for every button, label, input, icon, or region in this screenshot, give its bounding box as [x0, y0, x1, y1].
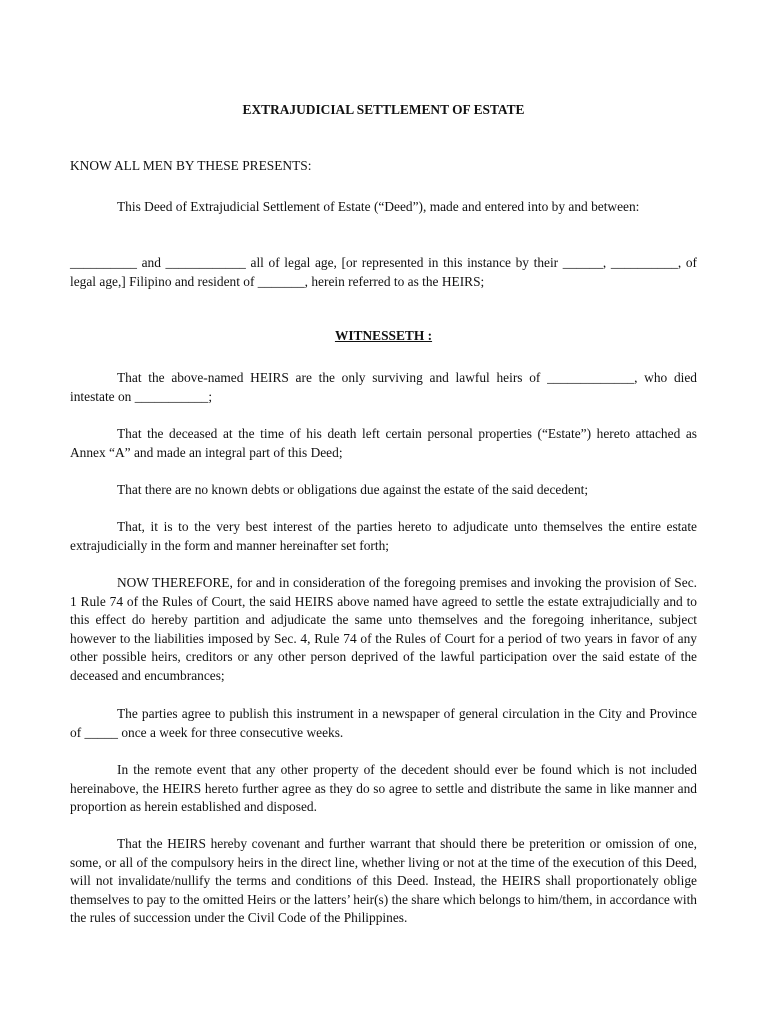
- parties-paragraph: __________ and ____________ all of legal age, [or represented in this instance by their ______, __________, of legal age,] Filipino and resident of _______, herein referred to as the HEIRS;: [70, 255, 697, 289]
- witnesseth-heading: WITNESSETH :: [334, 328, 433, 343]
- clause-preterition: That the HEIRS hereby covenant and further warrant that should there be preterition or omission of one, some, or all of the compulsory heirs in the direct line, whether living or not at the time of the execution of this Deed, will not invalidate/nullify the terms and conditions of this Deed. Instead, the HEIRS shall proportionately oblige themselves to pay to the omitted Heirs or the latters’ heir(s) the share which belongs to him/them, in accordance with the rules of succession under the Civil Code of the Philippines.: [70, 836, 697, 926]
- opening-line: KNOW ALL MEN BY THESE PRESENTS:: [70, 158, 312, 173]
- clause-estate: That the deceased at the time of his death left certain personal properties (“Estate”) hereto attached as Annex “A” and made an integral part of this Deed;: [70, 426, 697, 460]
- clause-adjudicate: That, it is to the very best interest of the parties hereto to adjudicate unto themselves the entire estate extrajudicially in the form and manner hereinafter set forth;: [70, 519, 697, 553]
- intro-paragraph: This Deed of Extrajudicial Settlement of Estate (“Deed”), made and entered into by and between:: [117, 199, 640, 214]
- document-title: EXTRAJUDICIAL SETTLEMENT OF ESTATE: [242, 102, 525, 117]
- clause-heirs: That the above-named HEIRS are the only surviving and lawful heirs of _____________, who died intestate on ___________;: [70, 370, 697, 404]
- clause-publish: The parties agree to publish this instrument in a newspaper of general circulation in the City and Province of _____ once a week for three consecutive weeks.: [70, 706, 697, 740]
- document-page: [70, 0, 697, 1024]
- clause-now-therefore: NOW THEREFORE, for and in consideration of the foregoing premises and invoking the provision of Sec. 1 Rule 74 of the Rules of Court, the said HEIRS above named have agreed to settle the estate extrajudicially and to this effect do hereby partition and adjudicate the same unto themselves and the foregoing inheritance, subject however to the liabilities imposed by Sec. 4, Rule 74 of the Rules of Court for a period of two years in favor of any other possible heirs, creditors or any other person deprived of the lawful participation over the said estate of the deceased and encumbrances;: [70, 575, 697, 683]
- clause-no-debts: That there are no known debts or obligations due against the estate of the said decedent;: [117, 482, 589, 497]
- clause-other-property: In the remote event that any other property of the decedent should ever be found which is not included hereinabove, the HEIRS hereto further agree as they do so agree to settle and distribute the same in like manner and proportion as herein established and disposed.: [70, 762, 697, 815]
